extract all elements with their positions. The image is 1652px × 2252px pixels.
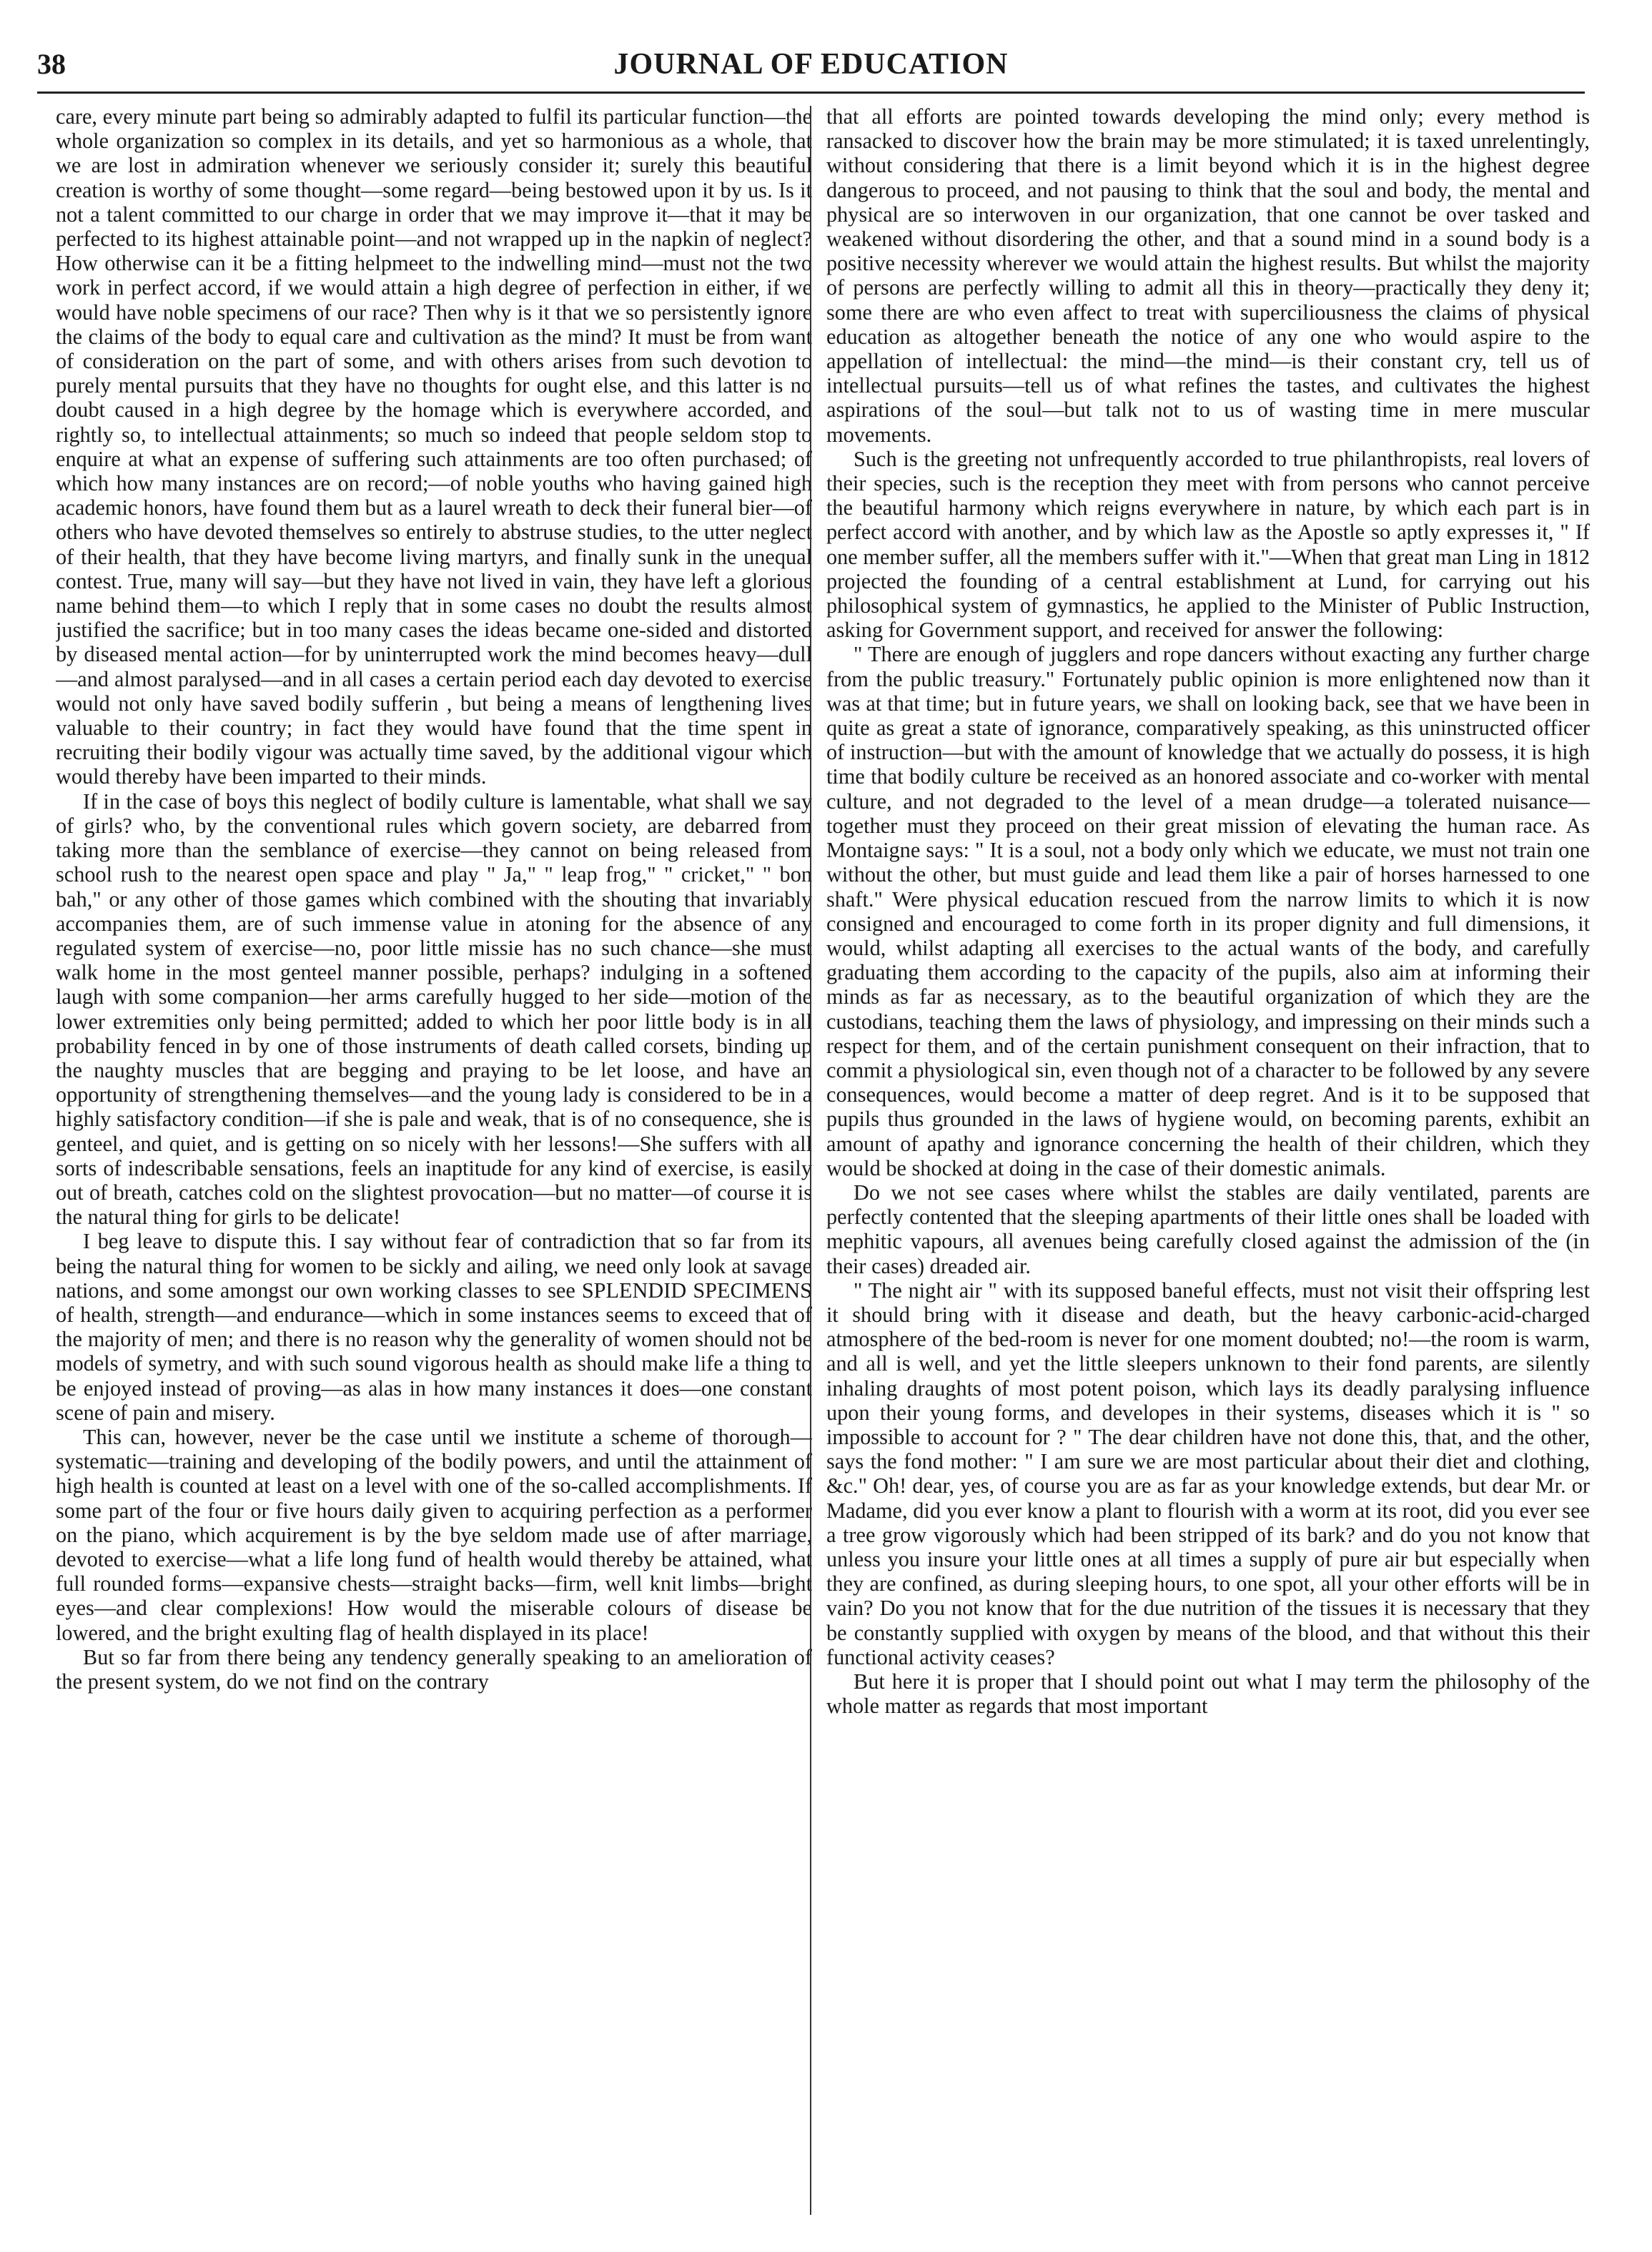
paragraph: Such is the greeting not unfrequently accorded to true philanthropists, real lovers of their species, such is the reception they meet with from persons who cannot perceive the beautiful harmony which reigns everywhere in nature, by which each part is in perfect accord with another, and by which law as the Apostle so aptly expresses it, " If one member suffer, all the members suffer with it."—When that great man Ling in 1812 projected the founding of a central establishment at Lund, for carrying out his philosophical system of gymnastics, he applied to the Minister of Public Instruction, asking for Government support, and received for answer the following: [826, 446, 1590, 643]
running-title: JOURNAL OF EDUCATION [613, 48, 1009, 81]
paragraph: I beg leave to dispute this. I say without fear of contradiction that so far from its being the natural thing for women to be sickly and ailing, we need only look at savage nations, and some amongst our own working classes to see SPLENDID SPECIMENS of health, strength—and endurance—which in some instances seems to exceed that of the majority of men; and there is no reason why the generality of women should not be models of symetry, and with such sound vigorous health as should make life a thing to be enjoyed instead of proving—as alas in how many instances it does—one constant scene of pain and misery. [56, 1229, 812, 1425]
column-divider [810, 106, 811, 2215]
header-rule [37, 92, 1585, 94]
paragraph: care, every minute part being so admirably adapted to fulfil its particular function—the whole organization so complex in its details, and yet so harmonious as a whole, that we are lost in admiration whenever we seriously consider it; surely this beautiful creation is worthy of some thought—some regard—being bestowed upon it by us. Is it not a talent committed to our charge in order that we may improve it—that it may be perfected to its highest attainable point—and not wrapped up in the napkin of neglect? How otherwise can it be a fitting helpmeet to the indwelling mind—must not the two work in perfect accord, if we would attain a high degree of perfection in either, if we would have noble specimens of our race? Then why is it that we so persistently ignore the claims of the body to equal care and cultivation as the mind? It must be from want of consideration on the part of some, and with others arises from such devotion to purely mental pursuits that they have no thoughts for ought else, and this latter is no doubt caused in a high degree by the homage which is everywhere accorded, and rightly so, to intellectual attainments; so much so indeed that people seldom stop to enquire at what an expense of suffering such attainments are too often purchased; of which how many instances are on record;—of noble youths who having gained high academic honors, have found them but as a laurel wreath to deck their funeral bier—of others who have devoted themselves so entirely to abstruse studies, to the utter neglect of their health, that they have become living martyrs, and finally sunk in the unequal contest. True, many will say—but they have not lived in vain, they have left a glorious name behind them—to which I reply that in some cases no doubt the results almost justified the sacrifice; but in too many cases the ideas became one-sided and distorted by diseased mental action—for by uninterrupted work the mind becomes heavy—dull—and almost paralysed—and in all cases a certain period each day devoted to exercise would not only have saved bodily sufferin , but being a means of lengthening lives valuable to their country; in fact they would have found that the time spent in recruiting their bodily vigour was actually time saved, by the additional vigour which would thereby have been imparted to their minds. [56, 104, 812, 789]
paragraph: If in the case of boys this neglect of bodily culture is lamentable, what shall we say of girls? who, by the conventional rules which govern society, are debarred from taking more than the semblance of exercise—they cannot on being released from school rush to the nearest open space and play " Ja," " leap frog," " cricket," " bon bah," or any other of those games which combined with the shouting that invariably accompanies them, are of such immense value in atoning for the absence of any regulated system of exercise—no, poor little missie has no such chance—she must walk home in the most genteel manner possible, perhaps? indulging in a softened laugh with some companion—her arms carefully hugged to her side—motion of the lower extremities only being permitted; added to which her poor little body is in all probability fenced in by one of those instruments of death called corsets, binding up the naughty muscles that are begging and praying to be let loose, and have an opportunity of strengthening themselves—and the young lady is considered to be in a highly satisfactory condition—if she is pale and weak, that is of no consequence, she is genteel, and quiet, and is getting on so nicely with her lessons!—She suffers with all sorts of indescribable sensations, feels an inaptitude for any kind of exercise, is easily out of breath, catches cold on the slightest provocation—but no matter—of course it is the natural thing for girls to be delicate! [56, 789, 812, 1230]
paragraph: This can, however, never be the case until we institute a scheme of thorough—systematic—training and developing of the bodily powers, and until the attainment of high health is counted at least on a level with one of the so-called accomplishments. If some part of the four or five hours daily given to acquiring perfection as a performer on the piano, which acquirement is by the bye seldom made use of after marriage, devoted to exercise—what a life long fund of health would thereby be attained, what full rounded forms—expansive chests—straight backs—firm, well knit limbs—bright eyes—and clear complexions! How would the miserable colours of disease be lowered, and the bright exulting flag of health displayed in its place! [56, 1424, 812, 1645]
left-column [56, 104, 812, 2221]
paragraph: " The night air " with its supposed baneful effects, must not visit their offspring lest it should bring with it disease and death, but the heavy carbonic-acid-charged atmosphere of the bed-room is never for one moment doubted; no!—the room is warm, and all is well, and yet the little sleepers unknown to their fond parents, are silently inhaling draughts of most potent poison, which lays its deadly paralysing influence upon their young forms, and developes in their systems, diseases which it is " so impossible to account for ? " The dear children have not done this, that, and the other, says the fond mother: " I am sure we are most particular about their diet and clothing, &c." Oh! dear, yes, of course you are as far as your knowledge extends, but dear Mr. or Madame, did you ever know a plant to flourish with a worm at its root, did you ever see a tree grow vigorously which had been stripped of its bark? and do you not know that unless you insure your little ones at all times a supply of pure air but especially when they are confined, as during sleeping hours, to one spot, all your other efforts will be in vain? Do you not know that for the due nutrition of the tissues it is necessary that they be constantly supplied with oxygen by means of the blood, and that without this their functional activity ceases? [826, 1278, 1590, 1669]
paragraph: Do we not see cases where whilst the stables are daily ventilated, parents are perfectly contented that the sleeping apartments of their little ones shall be loaded with mephitic vapours, all avenues being carefully closed against the admission of the (in their cases) dreaded air. [826, 1180, 1590, 1278]
paragraph: that all efforts are pointed towards developing the mind only; every method is ransacked to discover how the brain may be more stimulated; it is taxed unrelentingly, without considering that there is a limit beyond which it is in the highest degree dangerous to proceed, and not pausing to think that the soul and body, the mental and physical are so interwoven in our organization, that one cannot be over tasked and weakened without disordering the other, and that a sound mind in a sound body is a positive necessity wherever we would attain the highest results. But whilst the majority of persons are perfectly willing to admit all this in theory—practically they deny it; some there are who even affect to treat with superciliousness the claims of physical education as altogether beneath the notice of any one who would aspire to the appellation of intellectual: the mind—the mind—is their constant cry, tell us of intellectual pursuits—tell us of what refines the tastes, and cultivates the highest aspirations of the soul—but talk not to us of wasting time in mere muscular movements. [826, 104, 1590, 447]
page-number: 38 [37, 48, 66, 80]
paragraph: But so far from there being any tendency generally speaking to an amelioration of the present system, do we not find on the contrary [56, 1644, 812, 1694]
paragraph: " There are enough of jugglers and rope dancers without exacting any further charge from the public treasury." Fortunately public opinion is more enlightened now than it was at that time; but in future years, we shall on looking back, see that we have been in quite as great a state of ignorance, comparatively speaking, as this uninstructed officer of instruction—but with the amount of knowledge that we actually do possess, it is high time that bodily culture be received as an honored associate and co-worker with mental culture, and not degraded to the level of a mean drudge—a tolerated nuisance—together must they proceed on their great mission of elevating the human race. As Montaigne says: " It is a soul, not a body only which we educate, we must not train one without the other, but must guide and lead them like a pair of horses harnessed to one shaft." Were physical education rescued from the narrow limits to which it is now consigned and encouraged to come forth in its proper dignity and full dimensions, it would, whilst adapting all exercises to the actual wants of the body, and carefully graduating them according to the capacity of the pupils, also aim at informing their minds as far as necessary, as to the beautiful organization of which they are the custodians, teaching them the laws of physiology, and impressing on their minds such a respect for them, and of the certain punishment consequent on their infraction, that to commit a physiological sin, even though not of a character to be followed by any severe consequences, would become a matter of deep regret. And is it to be supposed that pupils thus grounded in the laws of hygiene would, on becoming parents, exhibit an amount of apathy and ignorance concerning the health of their children, which they would be shocked at doing in the case of their domestic animals. [826, 642, 1590, 1180]
right-column [826, 104, 1590, 2221]
paragraph: But here it is proper that I should point out what I may term the philosophy of the whole matter as regards that most important [826, 1669, 1590, 1719]
page-header [37, 43, 1585, 86]
